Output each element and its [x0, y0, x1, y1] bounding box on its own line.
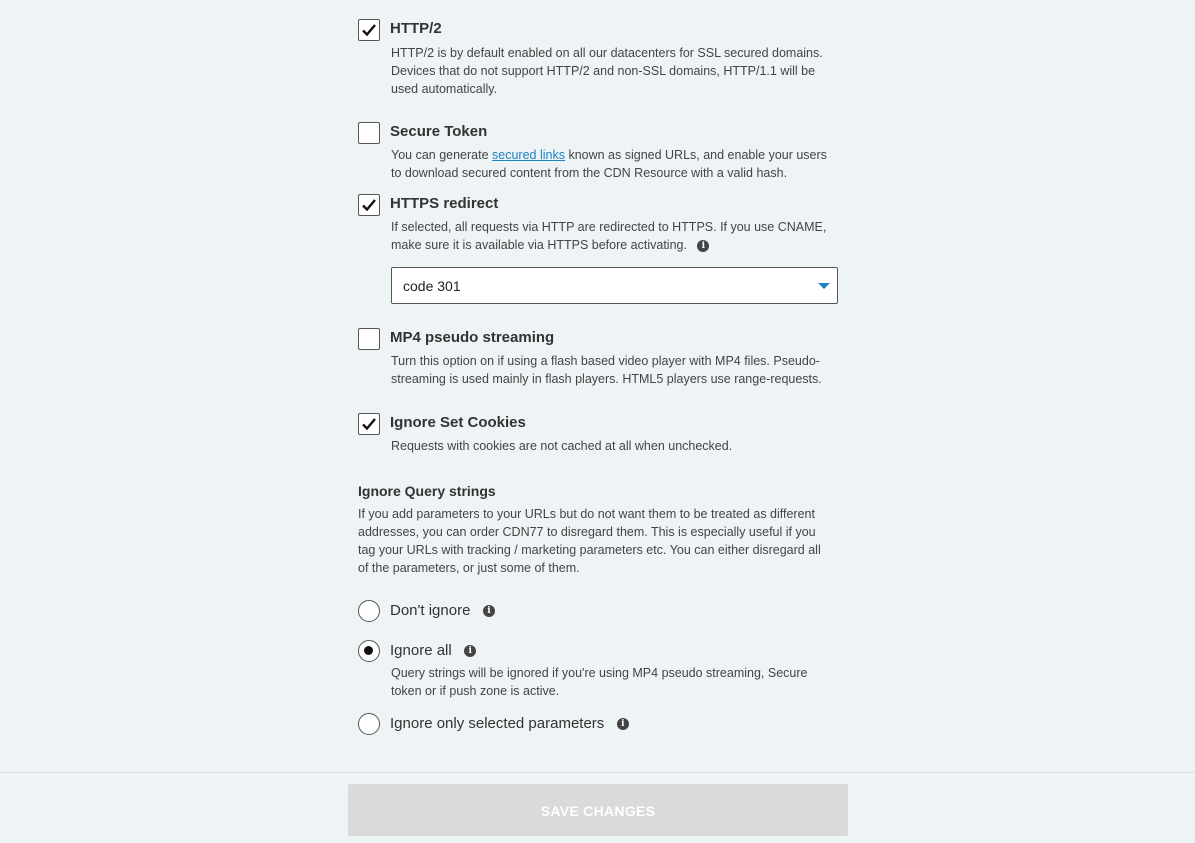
mp4-streaming-title: MP4 pseudo streaming: [390, 329, 555, 346]
mp4-streaming-description: [391, 352, 841, 388]
secure-token-desc-text: known as signed URLs, and enable your users: [564, 148, 827, 162]
radio-ignore-selected-label[interactable]: [390, 715, 629, 732]
redirect-code-select[interactable]: [391, 267, 838, 304]
ignore-all-desc-line: Query strings will be ignored if you're using MP4 pseudo streaming, Secure: [391, 666, 808, 680]
info-icon[interactable]: i: [464, 645, 476, 657]
option-mp4-streaming: [358, 328, 838, 390]
http2-checkbox[interactable]: [358, 19, 380, 41]
radio-dont-ignore-label[interactable]: [390, 602, 495, 619]
footer-bar: [0, 772, 1195, 843]
save-changes-button[interactable]: SAVE CHANGES: [348, 784, 848, 836]
ignore-cookies-checkbox[interactable]: [358, 413, 380, 435]
chevron-down-icon: [818, 283, 830, 289]
info-icon[interactable]: i: [617, 718, 629, 730]
http2-description: [391, 44, 841, 98]
http2-desc-line: HTTP/2 is by default enabled on all our datacenters for SSL secured domains.: [391, 46, 823, 60]
radio-selected-dot: [364, 646, 373, 655]
radio-ignore-all[interactable]: [358, 640, 380, 662]
query-strings-description: [358, 505, 838, 577]
mp4-desc-line: streaming is used mainly in flash players. HTML5 players use range-requests.: [391, 372, 822, 386]
checkmark-icon: [361, 197, 377, 213]
query-desc-line: of the parameters, or just some of them.: [358, 561, 580, 575]
https-redirect-desc-line: make sure it is available via HTTPS before activating.: [391, 238, 687, 252]
radio-ignore-all-label[interactable]: [390, 642, 476, 659]
radio-label-text: Ignore only selected parameters: [390, 715, 605, 732]
http2-desc-line: Devices that do not support HTTP/2 and non-SSL domains, HTTP/1.1 will be: [391, 64, 816, 78]
ignore-all-desc-line: token or if push zone is active.: [391, 684, 560, 698]
query-desc-line: addresses, you can order CDN77 to disregard them. This is especially useful if you: [358, 525, 816, 539]
radio-ignore-selected[interactable]: [358, 713, 380, 735]
secured-links-link[interactable]: secured links: [492, 148, 565, 162]
http2-title: HTTP/2: [390, 20, 442, 37]
ignore-cookies-description: Requests with cookies are not cached at all when unchecked.: [391, 439, 733, 453]
radio-label-text: Don't ignore: [390, 602, 471, 619]
mp4-desc-line: Turn this option on if using a flash based video player with MP4 files. Pseudo-: [391, 354, 820, 368]
query-desc-line: tag your URLs with tracking / marketing parameters etc. You can either disregard all: [358, 543, 821, 557]
secure-token-title: Secure Token: [390, 123, 488, 140]
query-desc-line: If you add parameters to your URLs but do not want them to be treated as different: [358, 507, 815, 521]
https-redirect-description: [391, 218, 841, 254]
https-redirect-checkbox[interactable]: [358, 194, 380, 216]
secure-token-checkbox[interactable]: [358, 122, 380, 144]
query-strings-title: Ignore Query strings: [358, 483, 496, 499]
option-secure-token: [358, 122, 838, 184]
http2-desc-line: used automatically.: [391, 82, 498, 96]
option-ignore-cookies: [358, 413, 838, 457]
option-http2: [358, 19, 838, 99]
secure-token-desc-line: to download secured content from the CDN Resource with a valid hash.: [391, 166, 788, 180]
checkmark-icon: [361, 22, 377, 38]
secure-token-desc-text: You can generate: [391, 148, 493, 162]
radio-dont-ignore[interactable]: [358, 600, 380, 622]
secure-token-description: [391, 146, 841, 182]
info-icon[interactable]: i: [697, 240, 709, 252]
https-redirect-title: HTTPS redirect: [390, 195, 499, 212]
info-icon[interactable]: i: [483, 605, 495, 617]
checkmark-icon: [361, 416, 377, 432]
ignore-cookies-title: Ignore Set Cookies: [390, 414, 526, 431]
mp4-streaming-checkbox[interactable]: [358, 328, 380, 350]
ignore-all-description: [391, 664, 841, 700]
select-value: code 301: [403, 278, 461, 294]
https-redirect-desc-line: If selected, all requests via HTTP are redirected to HTTPS. If you use CNAME,: [391, 220, 827, 234]
radio-label-text: Ignore all: [390, 642, 452, 659]
